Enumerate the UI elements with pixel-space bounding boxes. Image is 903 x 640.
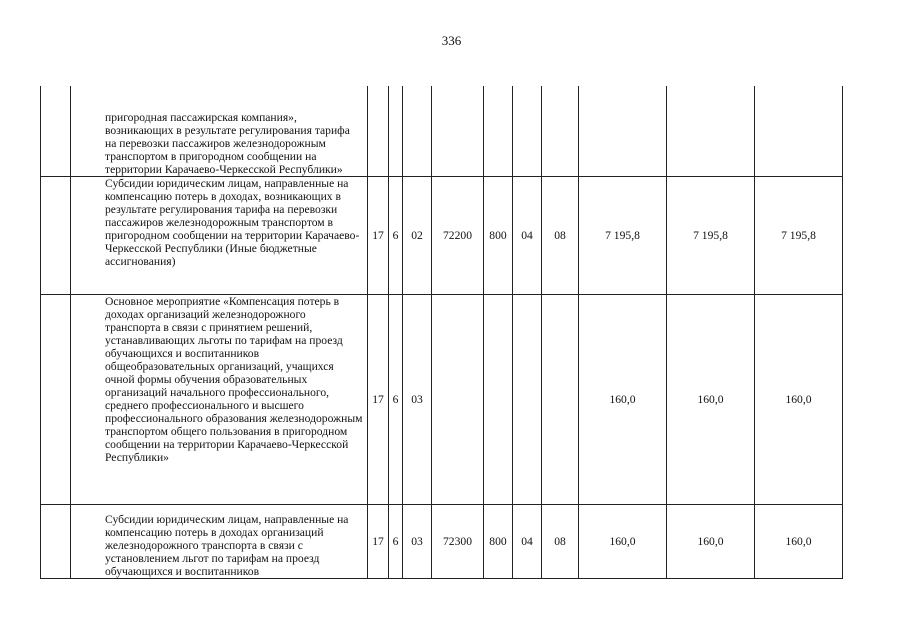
budget-table xyxy=(40,86,843,579)
code-event: 02 xyxy=(403,176,432,294)
empty-cell xyxy=(41,86,71,176)
table-row xyxy=(41,176,843,294)
code-event xyxy=(403,86,432,176)
code-direction xyxy=(432,86,484,176)
code-direction xyxy=(432,294,484,504)
empty-cell xyxy=(41,176,71,294)
code-program xyxy=(368,86,389,176)
amount-year-1: 160,0 xyxy=(579,294,667,504)
code-subprogram xyxy=(389,86,403,176)
table-row xyxy=(41,86,843,176)
amount-year-1: 7 195,8 xyxy=(579,176,667,294)
row-description: Основное мероприятие «Компенсация потерь в доходах организаций железнодорожного транспорта в связи с принятием решений, устанавливающих льготы по тарифам на проезд обучающихся и воспитанников общеобразовательных организаций, учащихся очной формы обучения образовательных организаций начального профессионального, среднего профессионального и высшего профессионального образования железнодорожным транспортом общего пользования в пригородном сообщении на территории Карачаево-Черкесской Республики» xyxy=(71,294,368,504)
amount-year-2 xyxy=(667,86,755,176)
code-expense-type: 800 xyxy=(484,176,513,294)
code-section xyxy=(513,86,542,176)
empty-cell xyxy=(41,294,71,504)
code-subsection xyxy=(542,86,579,176)
amount-year-1: 160,0 xyxy=(579,504,667,578)
code-expense-type: 800 xyxy=(484,504,513,578)
code-section xyxy=(513,294,542,504)
code-subprogram: 6 xyxy=(389,294,403,504)
amount-year-3: 160,0 xyxy=(755,294,843,504)
amount-year-3 xyxy=(755,86,843,176)
code-subprogram: 6 xyxy=(389,504,403,578)
table-row xyxy=(41,504,843,578)
row-description: пригородная пассажирская компания», возникающих в результате регулирования тарифа на перевозки пассажиров железнодорожным транспортом в пригородном сообщении на территории Карачаево-Черкесской Республики» xyxy=(71,86,368,176)
amount-year-1 xyxy=(579,86,667,176)
code-section: 04 xyxy=(513,504,542,578)
code-direction: 72300 xyxy=(432,504,484,578)
code-subsection xyxy=(542,294,579,504)
code-event: 03 xyxy=(403,504,432,578)
row-description: Субсидии юридическим лицам, направленные на компенсацию потерь в доходах организаций железнодорожного транспорта в связи с установлением льгот по тарифам на проезд обучающихся и воспитанников xyxy=(71,504,368,578)
code-section: 04 xyxy=(513,176,542,294)
amount-year-3: 160,0 xyxy=(755,504,843,578)
code-expense-type xyxy=(484,86,513,176)
code-program: 17 xyxy=(368,294,389,504)
code-expense-type xyxy=(484,294,513,504)
amount-year-2: 7 195,8 xyxy=(667,176,755,294)
code-subsection: 08 xyxy=(542,176,579,294)
page-number: 336 xyxy=(441,33,462,48)
table-row xyxy=(41,294,843,504)
amount-year-2: 160,0 xyxy=(667,294,755,504)
row-description: Субсидии юридическим лицам, направленные на компенсацию потерь в доходах, возникающих в результате регулирования тарифа на перевозки пассажиров железнодорожным транспортом в пригородном сообщении на территории Карачаево-Черкесской Республики (Иные бюджетные ассигнования) xyxy=(71,176,368,294)
code-program: 17 xyxy=(368,176,389,294)
amount-year-3: 7 195,8 xyxy=(755,176,843,294)
code-subprogram: 6 xyxy=(389,176,403,294)
empty-cell xyxy=(41,504,71,578)
code-subsection: 08 xyxy=(542,504,579,578)
code-program: 17 xyxy=(368,504,389,578)
code-event: 03 xyxy=(403,294,432,504)
code-direction: 72200 xyxy=(432,176,484,294)
amount-year-2: 160,0 xyxy=(667,504,755,578)
